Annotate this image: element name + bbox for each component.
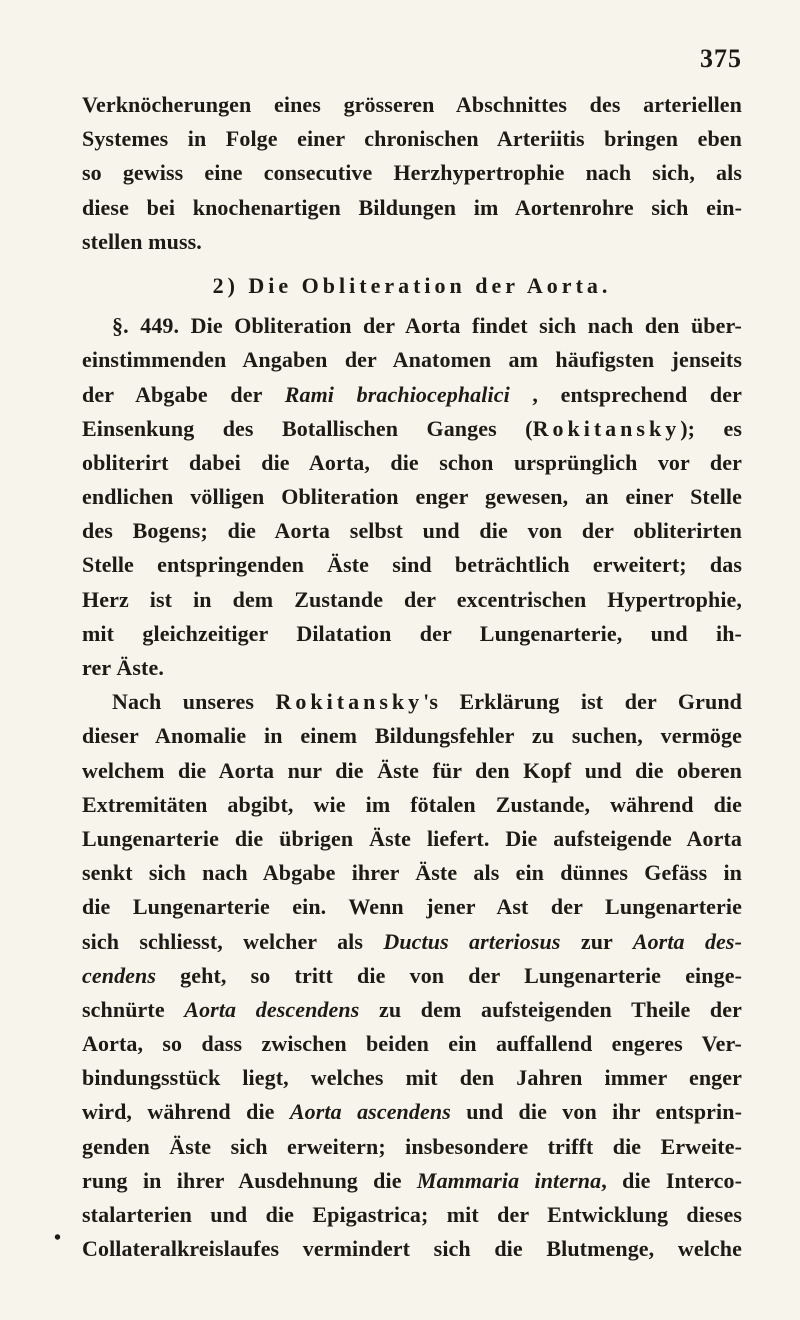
latin-term: Aorta ascendens xyxy=(289,1099,451,1125)
text-line: senkt sich nach Abgabe ihrer Äste als ein dünnes Gefäss in xyxy=(82,860,742,886)
text-line: genden Äste sich erweitern; insbesondere trifft die Erweite- xyxy=(82,1133,742,1159)
author-name: Rokitansky xyxy=(532,415,681,441)
text-line: des Bogens; die Aorta selbst und die von der obliterirten xyxy=(82,518,742,544)
text-line: obliterirt dabei die Aorta, die schon ursprünglich vor der xyxy=(82,449,742,475)
text-line: Herz ist in dem Zustande der excentrischen Hypertrophie, xyxy=(82,586,742,612)
text-line: rung in ihrer Ausdehnung die Mammaria interna, die Interco- xyxy=(82,1167,742,1193)
section-heading: 2) Die Obliteration der Aorta. xyxy=(212,272,612,298)
text-line: wird, während die Aorta ascendens und die von ihr entsprin- xyxy=(82,1099,742,1125)
text-line: welchem die Aorta nur die Äste für den Kopf und die oberen xyxy=(82,757,742,783)
text-line: Collateralkreislaufes vermindert sich die Blutmenge, welche xyxy=(82,1236,742,1262)
text-line: einstimmenden Angaben der Anatomen am häufigsten jenseits xyxy=(82,347,742,373)
text-line: dieser Anomalie in einem Bildungsfehler zu suchen, vermöge xyxy=(82,723,742,749)
text-line: Extremitäten abgibt, wie im fötalen Zustande, während die xyxy=(82,791,742,817)
latin-term: Rami brachiocephalici xyxy=(284,381,510,407)
text-line: Einsenkung des Botallischen Ganges (Rokitansky); es xyxy=(82,415,742,441)
text-line: Lungenarterie die übrigen Äste liefert. Die aufsteigende Aorta xyxy=(82,825,742,851)
text-line: rer Äste. xyxy=(82,655,164,680)
text-line: §. 449. Die Obliteration der Aorta findet sich nach den über- xyxy=(112,313,742,339)
text-line: so gewiss eine consecutive Herzhypertrophie nach sich, als xyxy=(82,160,742,186)
text-line: stellen muss. xyxy=(82,228,202,254)
body-text xyxy=(82,88,742,1266)
text-line: Verknöcherungen eines grösseren Abschnittes des arteriellen xyxy=(82,92,742,117)
text-line: Aorta, so dass zwischen beiden ein auffallend engeres Ver- xyxy=(82,1031,742,1057)
text-line: der Abgabe der Rami brachiocephalici , entsprechend der xyxy=(82,381,742,407)
text-line: stalarterien und die Epigastrica; mit der Entwicklung dieses xyxy=(82,1202,742,1227)
text-line: die Lungenarterie ein. Wenn jener Ast der Lungenarterie xyxy=(82,894,742,920)
author-name: Rokitansky xyxy=(275,689,424,715)
latin-term: Mammaria interna xyxy=(416,1167,602,1193)
text-line: cendens geht, so tritt die von der Lungenarterie einge- xyxy=(82,962,742,988)
margin-mark: • xyxy=(54,1227,62,1249)
latin-term: Aorta descendens xyxy=(184,996,360,1022)
page-number: 375 xyxy=(700,44,742,73)
latin-term: cendens xyxy=(82,962,157,988)
text-line: Nach unseres Rokitansky's Erklärung ist der Grund xyxy=(112,689,743,715)
text-line: mit gleichzeitiger Dilatation der Lungenarterie, und ih- xyxy=(82,620,742,646)
latin-term: Ductus arteriosus xyxy=(383,928,561,954)
text-line: endlichen völligen Obliteration enger gewesen, an einer Stelle xyxy=(82,484,742,510)
text-line: Systemes in Folge einer chronischen Arteriitis bringen eben xyxy=(82,126,742,152)
text-line: Stelle entspringenden Äste sind beträchtlich erweitert; das xyxy=(82,552,742,578)
text-line: diese bei knochenartigen Bildungen im Aortenrohre sich ein- xyxy=(82,194,742,220)
text-line: bindungsstück liegt, welches mit den Jahren immer enger xyxy=(82,1065,742,1091)
text-line: schnürte Aorta descendens zu dem aufsteigenden Theile der xyxy=(82,996,743,1022)
text-line: sich schliesst, welcher als Ductus arteriosus zur Aorta des- xyxy=(82,928,743,954)
latin-term: Aorta des- xyxy=(632,928,743,954)
